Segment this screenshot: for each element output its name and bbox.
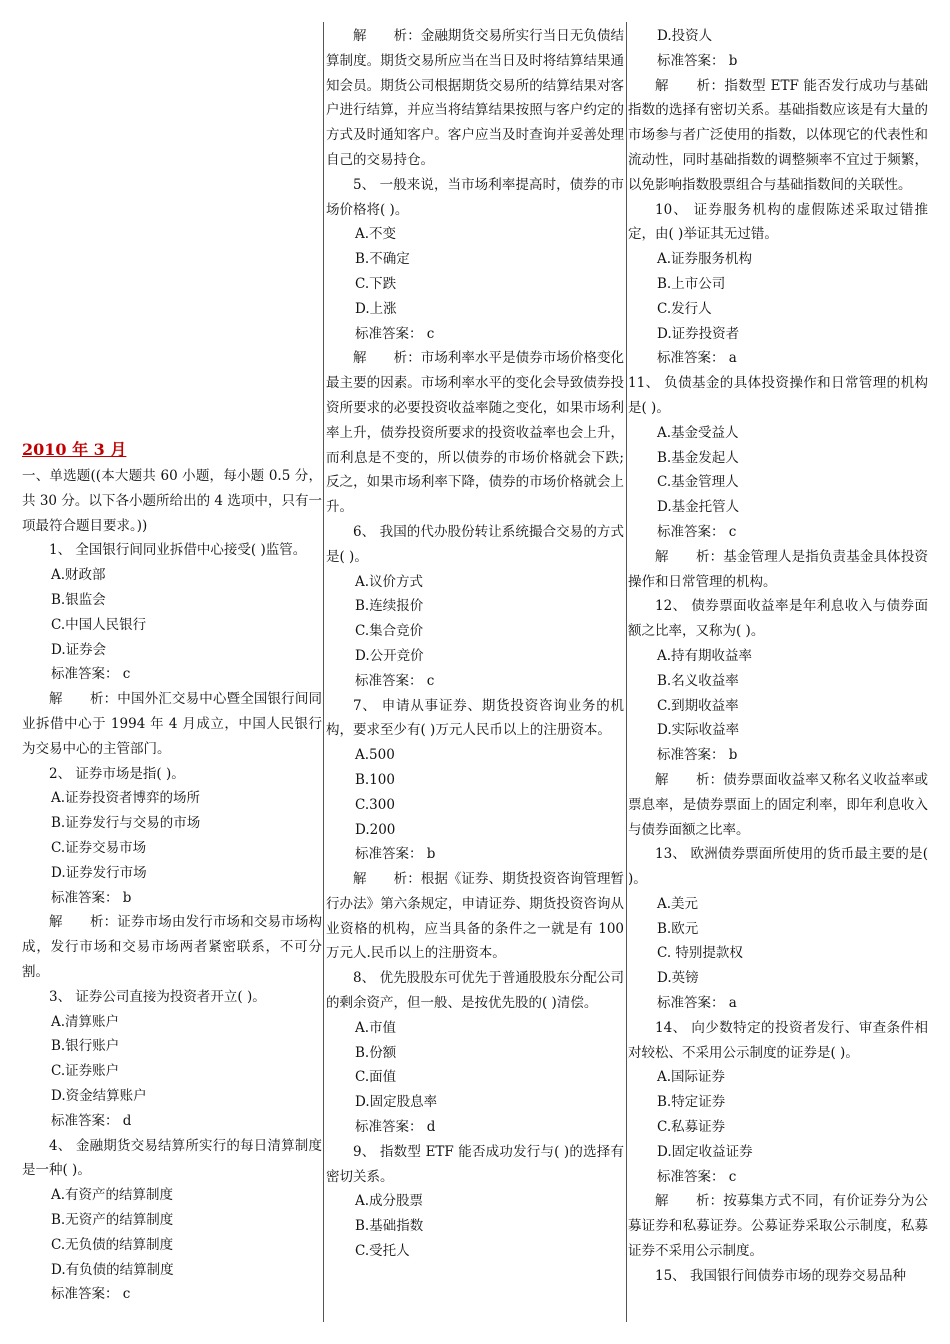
answer-option: C.证券交易市场 [51, 839, 147, 856]
question-text: 14、 向少数特定的投资者发行、审查条件相对较松、不采用公示制度的证券是( )。 [628, 1019, 928, 1061]
question-text: 10、 证券服务机构的虚假陈述采取过错推定，由( )举证其无过错。 [628, 201, 928, 243]
answer-option: B.基础指数 [355, 1218, 424, 1235]
answer-option: D.基金托管人 [657, 499, 740, 516]
answer-option: A.国际证券 [657, 1069, 726, 1086]
question-text: 8、 优先股股东可优先于普通股股东分配公司的剩余资产，但一般、是按优先股的( )清偿。 [326, 970, 624, 1012]
answer-option: C.基金管理人 [657, 474, 739, 491]
question-text: 3、 证券公司直接为投资者开立( )。 [49, 988, 266, 1005]
question-text: 15、 我国银行间债券市场的现券交易品种 [655, 1267, 906, 1284]
question-text: 7、 申请从事证券、期货投资咨询业务的机构，要求至少有( )万元人民币以上的注册资本。 [326, 697, 624, 739]
standard-answer: 标准答案： a [657, 995, 737, 1012]
answer-option: B.证券发行与交易的市场 [51, 815, 201, 832]
answer-option: A.有资产的结算制度 [51, 1187, 174, 1204]
answer-option: A.证券投资者博弈的场所 [51, 790, 201, 807]
question-text: 11、 负债基金的具体投资操作和日常管理的机构是( )。 [628, 375, 928, 416]
answer-option: C.无负债的结算制度 [51, 1236, 174, 1253]
question-text: 9、 指数型 ETF 能否成功发行与( )的选择有密切关系。 [326, 1143, 624, 1185]
answer-option: C.私募证券 [657, 1119, 726, 1136]
answer-option: C.下跌 [355, 275, 397, 292]
answer-option: D.投资人 [657, 28, 713, 44]
answer-option: B.基金发起人 [657, 449, 739, 466]
standard-answer: 标准答案： d [355, 1119, 436, 1136]
column-3 [628, 24, 928, 1289]
answer-option: C.集合竞价 [355, 623, 424, 640]
answer-explanation: 解 析：中国外汇交易中心暨全国银行间同业拆借中心于 1994 年 4 月成立，中国人民银行为交易中心的主管部门。 [22, 691, 322, 757]
answer-option: B.100 [355, 771, 395, 788]
answer-option: B.份额 [355, 1044, 397, 1061]
question-text: 13、 欧洲债券票面所使用的货币最主要的是( )。 [628, 846, 928, 888]
answer-option: A.持有期收益率 [657, 647, 753, 664]
answer-explanation: 解 析：按募集方式不同，有价证券分为公募证券和私募证券。公募证券采取公示制度，私募证券不采用公示制度。 [628, 1193, 928, 1260]
answer-option: A.成分股票 [355, 1193, 424, 1210]
answer-option: D.资金结算账户 [51, 1087, 147, 1104]
column-divider [626, 22, 627, 1322]
answer-option: B.银行账户 [51, 1038, 120, 1055]
answer-option: D.证券发行市场 [51, 864, 147, 881]
answer-option: B.名义收益率 [657, 672, 739, 689]
question-text: 12、 债券票面收益率是年利息收入与债券面额之比率，又称为( )。 [628, 598, 928, 640]
answer-explanation: 解 析：根据《证券、期货投资咨询管理暂行办法》第六条规定，申请证券、期货投资咨询从业资格的机构，应当具备的条件之一就是有 100 万元人.民币以上的注册资本。 [326, 871, 624, 962]
answer-explanation: 解 析：证券市场由发行市场和交易市场构成，发行市场和交易市场两者紧密联系，不可分割。 [22, 914, 322, 980]
standard-answer: 标准答案： c [51, 1286, 131, 1303]
column-divider [323, 22, 324, 1322]
answer-option: D.公开竞价 [355, 647, 424, 664]
answer-explanation: 解 析：金融期货交易所实行当日无负债结算制度。期货交易所应当在当日及时将结算结果通知会员。期货公司根据期货交易所的结算结果对客户进行结算，并应当将结算结果按照与客户约定的方式及时通知客户。客户应当及时查询并妥善处理自己的交易持仓。 [326, 28, 624, 168]
answer-option: C.受托人 [355, 1243, 410, 1260]
section-instructions: 一、单选题((本大题共 60 小题，每小题 0.5 分，共 30 分。以下各小题所给出的 4 选项中，只有一项最符合题目要求。)) [22, 468, 322, 534]
answer-option: C.面值 [355, 1069, 397, 1086]
answer-option: A.证券服务机构 [657, 251, 753, 268]
answer-option: C. 特别提款权 [657, 945, 743, 962]
question-text: 2、 证券市场是指( )。 [49, 765, 185, 782]
standard-answer: 标准答案： b [657, 747, 738, 764]
answer-option: A.不变 [355, 226, 397, 243]
standard-answer: 标准答案： c [657, 523, 737, 540]
answer-option: B.银监会 [51, 591, 106, 608]
standard-answer: 标准答案： c [355, 672, 435, 689]
question-text: 1、 全国银行间同业拆借中心接受( )监管。 [49, 542, 307, 559]
answer-option: B.上市公司 [657, 275, 726, 292]
answer-option: D.200 [355, 821, 396, 838]
column-1 [22, 438, 322, 1307]
answer-option: C.证券账户 [51, 1063, 120, 1080]
answer-option: D.英镑 [657, 970, 699, 987]
standard-answer: 标准答案： d [51, 1112, 132, 1129]
standard-answer: 标准答案： b [51, 889, 132, 906]
answer-option: B.不确定 [355, 251, 410, 268]
answer-option: A.议价方式 [355, 573, 424, 590]
answer-option: D.实际收益率 [657, 722, 740, 739]
answer-explanation: 解 析：债券票面收益率又称名义收益率或票息率，是债券票面上的固定利率，即年利息收入与债券面额之比率。 [628, 771, 928, 838]
standard-answer: 标准答案： a [657, 350, 737, 367]
question-text: 6、 我国的代办股份转让系统撮合交易的方式是( )。 [326, 523, 624, 565]
answer-option: C.到期收益率 [657, 697, 739, 714]
column-2 [326, 24, 624, 1264]
answer-option: A.财政部 [51, 567, 106, 584]
answer-option: B.无资产的结算制度 [51, 1211, 174, 1228]
standard-answer: 标准答案： b [355, 846, 436, 863]
standard-answer: 标准答案： c [657, 1168, 737, 1185]
answer-option: D.有负债的结算制度 [51, 1261, 174, 1278]
answer-explanation: 解 析：市场利率水平是债券市场价格变化最主要的因素。市场利率水平的变化会导致债券投资所要求的必要投资收益率随之变化，如果市场利率上升，债券投资所要求的投资收益率也会上升，而利息是不变的，所以债券的市场价格就会下跌;反之，如果市场利率下降，债券的市场价格就会上升。 [326, 350, 624, 516]
answer-option: B.欧元 [657, 920, 699, 937]
answer-option: D.固定股息率 [355, 1094, 438, 1111]
answer-option: A.基金受益人 [657, 424, 739, 441]
answer-option: A.清算账户 [51, 1013, 120, 1030]
answer-option: D.证券投资者 [657, 325, 740, 342]
standard-answer: 标准答案： b [657, 52, 738, 69]
answer-option: D.证券会 [51, 641, 107, 658]
standard-answer: 标准答案： c [51, 666, 131, 683]
answer-option: A.500 [355, 747, 395, 764]
answer-option: C.发行人 [657, 300, 712, 317]
answer-option: B.特定证券 [657, 1094, 726, 1111]
question-text: 5、 一般来说，当市场利率提高时，债券的市场价格将( )。 [326, 176, 624, 218]
answer-option: C.300 [355, 796, 395, 813]
question-text: 4、 金融期货交易结算所实行的每日清算制度是一种( )。 [22, 1137, 322, 1179]
answer-option: C.中国人民银行 [51, 616, 147, 633]
standard-answer: 标准答案： c [355, 325, 435, 342]
answer-option: D.上涨 [355, 300, 397, 317]
answer-explanation: 解 析：基金管理人是指负责基金具体投资操作和日常管理的机构。 [628, 548, 928, 590]
answer-option: A.市值 [355, 1019, 397, 1036]
answer-option: B.连续报价 [355, 598, 424, 615]
section-heading: 2010 年 3 月 [22, 440, 127, 459]
answer-explanation: 解 析：指数型 ETF 能否发行成功与基础指数的选择有密切关系。基础指数应该是有大量的市场参与者广泛使用的指数，以体现它的代表性和流动性，同时基础指数的调整频率不宜过于频繁，以免影响指数股票组合与基础指数间的关联性。 [628, 77, 928, 193]
answer-option: D.固定收益证券 [657, 1143, 753, 1160]
answer-option: A.美元 [657, 895, 699, 912]
